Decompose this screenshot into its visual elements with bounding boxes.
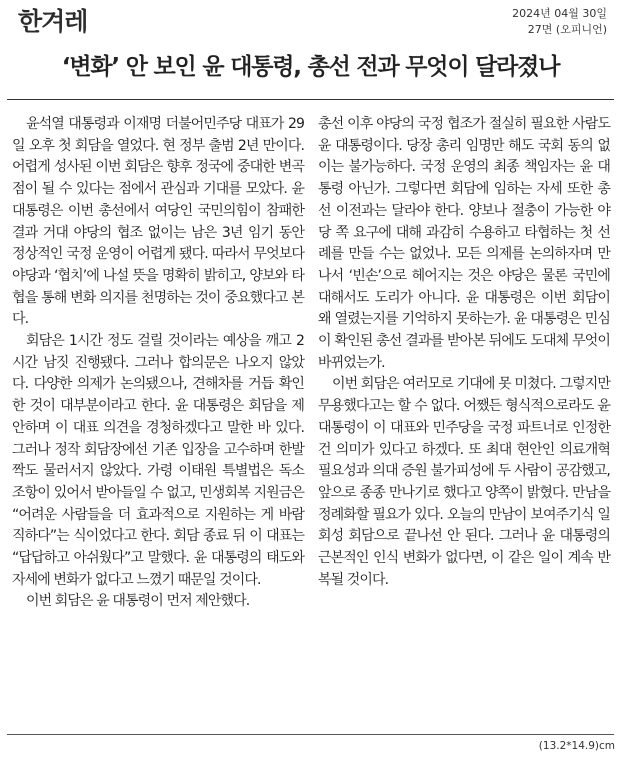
newspaper-logo: 한겨레 <box>18 7 88 36</box>
article-column-right <box>318 114 610 591</box>
article-paragraph: 회담은 1시간 정도 걸릴 것이라는 예상을 깨고 2시간 남짓 진행됐다. 그러나 합의문은 나오지 않았다. 다양한 의제가 논의됐으나, 견해차를 거듭 확인한 것이 대부분이라고 한다. 윤 대통령은 회담을 제안하며 이 대표 의견을 경청하겠다고 말한 바 있다. 그러나 정작 회담장에선 기존 입장을 고수하며 한발짝도 물러서지 않았다. 가령 이태원 특별법은 독소 조항이 있어서 받아들일 수 없고, 민생회복 지원금은 “어려운 사람들을 더 효과적으로 지원하는 게 바람직하다”는 식이었다고 한다. 회담 종료 뒤 이 대표는 “답답하고 아쉬웠다”고 말했다. 윤 대통령의 태도와 자세에 변화가 없다고 느꼈기 때문일 것이다. <box>12 333 304 588</box>
headline-divider <box>7 99 614 100</box>
page-section: 27면 (오피니언) <box>527 23 607 36</box>
article-column-left <box>12 114 304 613</box>
footer-divider <box>7 734 614 735</box>
editorial-headline: ‘변화’ 안 보인 윤 대통령, 총선 전과 무엇이 달라졌나 <box>61 54 560 80</box>
clipping-size-note: (13.2*14.9)cm <box>538 740 615 752</box>
article-paragraph: 이번 회담은 여러모로 기대에 못 미쳤다. 그렇지만 무용했다고는 할 수 없다. 어쨌든 형식적으로라도 윤 대통령이 이 대표와 민주당을 국정 파트너로 인정한 건 의미가 있다고 하겠다. 또 최대 현안인 의료개혁 필요성과 의대 증원 불가피성에 두 사람이 공감했고, 앞으로 종종 만나기로 했다고 양쪽이 밝혔다. 만남을 정례화할 필요가 있다. 오늘의 만남이 보여주기식 일회성 회담으로 끝나선 안 된다. 그러나 윤 대통령의 근본적인 인식 변화가 없다면, 이 같은 일이 계속 반복될 것이다. <box>318 376 610 588</box>
article-paragraph: 윤석열 대통령과 이재명 더불어민주당 대표가 29일 오후 첫 회담을 열었다. 현 정부 출범 2년 만이다. 어렵게 성사된 이번 회담은 향후 정국에 중대한 변곡점이 될 수 있다는 점에서 관심과 기대를 모았다. 윤 대통령은 이번 총선에서 여당인 국민의힘이 참패한 결과 거대 야당의 협조 없이는 남은 3년 임기 동안 정상적인 국정 운영이 어렵게 됐다. 따라서 무엇보다 야당과 ‘협치’에 나설 뜻을 명확히 밝히고, 양보와 타협을 통해 변화 의지를 천명하는 것이 중요했다고 본다. <box>12 116 304 328</box>
article-paragraph: 이번 회담은 윤 대통령이 먼저 제안했다. <box>26 593 250 610</box>
article-paragraph: 총선 이후 야당의 국정 협조가 절실히 필요한 사람도 윤 대통령이다. 당장 총리 임명만 해도 국회 동의 없이는 불가능하다. 국정 운영의 최종 책임자는 윤 대통령 아닌가. 그렇다면 회담에 임하는 자세 또한 총선 이전과는 달라야 한다. 양보나 절충이 가능한 야당 쪽 요구에 대해 과감히 수용하고 타협하는 첫 선례를 만들 수는 없었나. 모든 의제를 논의하자며 만나서 ‘빈손’으로 헤어지는 것은 야당은 물론 국민에 대해서도 도리가 아니다. 윤 대통령은 이번 회담이 왜 열렸는지를 기억하지 못하는가. 윤 대통령은 민심이 확인된 총선 결과를 받아본 뒤에도 도대체 무엇이 바뀌었는가. <box>318 116 610 371</box>
publication-info <box>512 6 607 38</box>
publication-date: 2024년 04월 30일 <box>512 7 607 20</box>
